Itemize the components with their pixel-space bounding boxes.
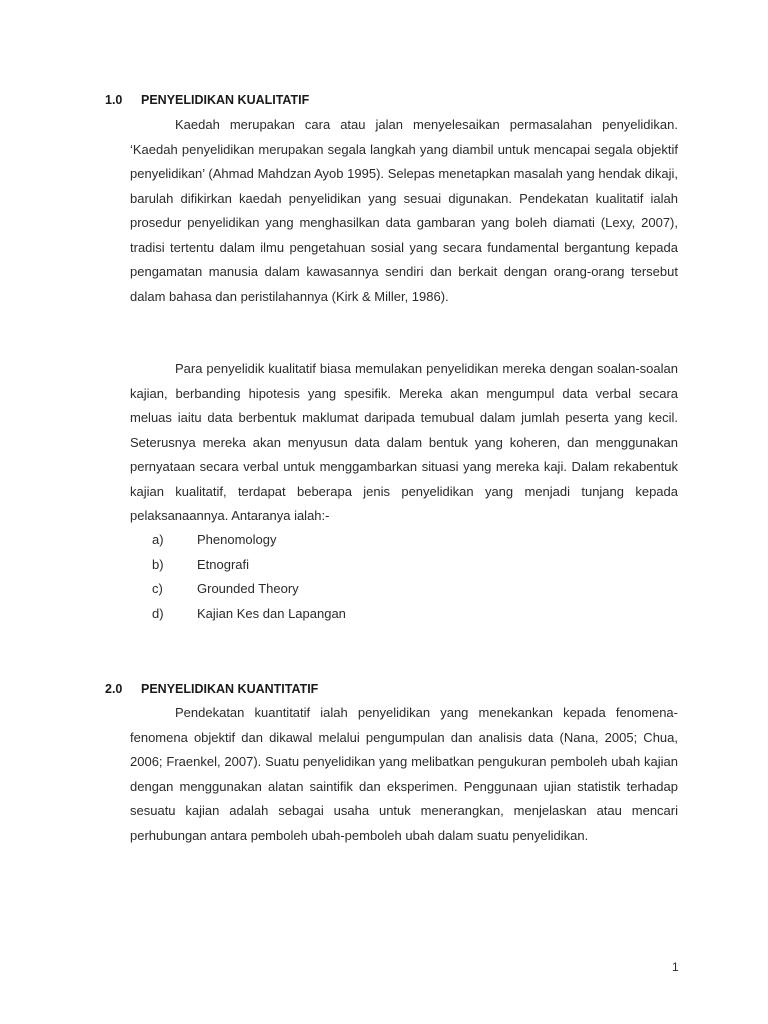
paragraph: Pendekatan kuantitatif ialah penyelidikan yang menekankan kepada fenomena-fenomena objektif dan dikawal melalui pengumpulan dan analisis data (Nana, 2005; Chua, 2006; Fraenkel, 2007). Suatu penyelidikan yang melibatkan pengukuran pemboleh ubah kajian dengan menggunakan alatan saintifik dan eksperimen. Penggunaan ujian statistik terhadap sesuatu kajian adalah sebagai usaha untuk menerangkan, menjelaskan atau mencari perhubungan antara pemboleh ubah-pemboleh ubah dalam suatu penyelidikan. [130, 705, 678, 843]
list-item [152, 528, 346, 553]
section-heading-1 [105, 93, 309, 107]
section-number: 2.0 [105, 682, 123, 696]
page-number: 1 [672, 960, 679, 974]
list-item [152, 602, 346, 627]
paragraph: Para penyelidik kualitatif biasa memulakan penyelidikan mereka dengan soalan-soalan kajian, berbanding hipotesis yang spesifik. Mereka akan mengumpul data verbal secara meluas iaitu data berbentuk maklumat daripada temubual dalam jumlah peserta yang kecil. Seterusnya mereka akan menyusun data dalam bentuk yang koheren, dan menggunakan pernyataan secara verbal untuk menggambarkan situasi yang mereka kaji. Dalam rekabentuk kajian kualitatif, terdapat beberapa jenis penyelidikan yang menjadi tunjang kepada pelaksanaannya. Antaranya ialah:- [130, 361, 678, 523]
section-title: PENYELIDIKAN KUANTITATIF [141, 682, 319, 696]
section-title: PENYELIDIKAN KUALITATIF [141, 93, 310, 107]
research-types-list [152, 528, 346, 626]
list-item-text: Etnografi [197, 556, 250, 572]
list-marker: c) [152, 581, 163, 597]
list-marker: b) [152, 556, 164, 572]
list-item [152, 553, 346, 578]
section-number: 1.0 [105, 93, 123, 107]
list-item-text: Kajian Kes dan Lapangan [197, 605, 346, 621]
list-item-text: Phenomology [197, 532, 277, 547]
list-marker: d) [152, 605, 164, 621]
paragraph: Kaedah merupakan cara atau jalan menyelesaikan permasalahan penyelidikan. ‘Kaedah penyelidikan merupakan segala langkah yang diambil untuk mencapai segala objektif penyelidikan’ (Ahmad Mahdzan Ayob 1995). Selepas menetapkan masalah yang hendak dikaji, barulah difikirkan kaedah penyelidikan yang sesuai digunakan. Pendekatan kualitatif ialah prosedur penyelidikan yang menghasilkan data gambaran yang boleh diamati (Lexy, 2007), tradisi tertentu dalam ilmu pengetahuan sosial yang secara fundamental bergantung kepada pengamatan manusia dalam kawasannya sendiri dan berkait dengan orang-orang tersebut dalam bahasa dan peristilahannya (Kirk & Miller, 1986). [130, 117, 678, 304]
list-item [152, 577, 346, 602]
list-marker: a) [152, 532, 164, 547]
list-item-text: Grounded Theory [197, 581, 299, 597]
section-heading-2 [105, 682, 318, 696]
